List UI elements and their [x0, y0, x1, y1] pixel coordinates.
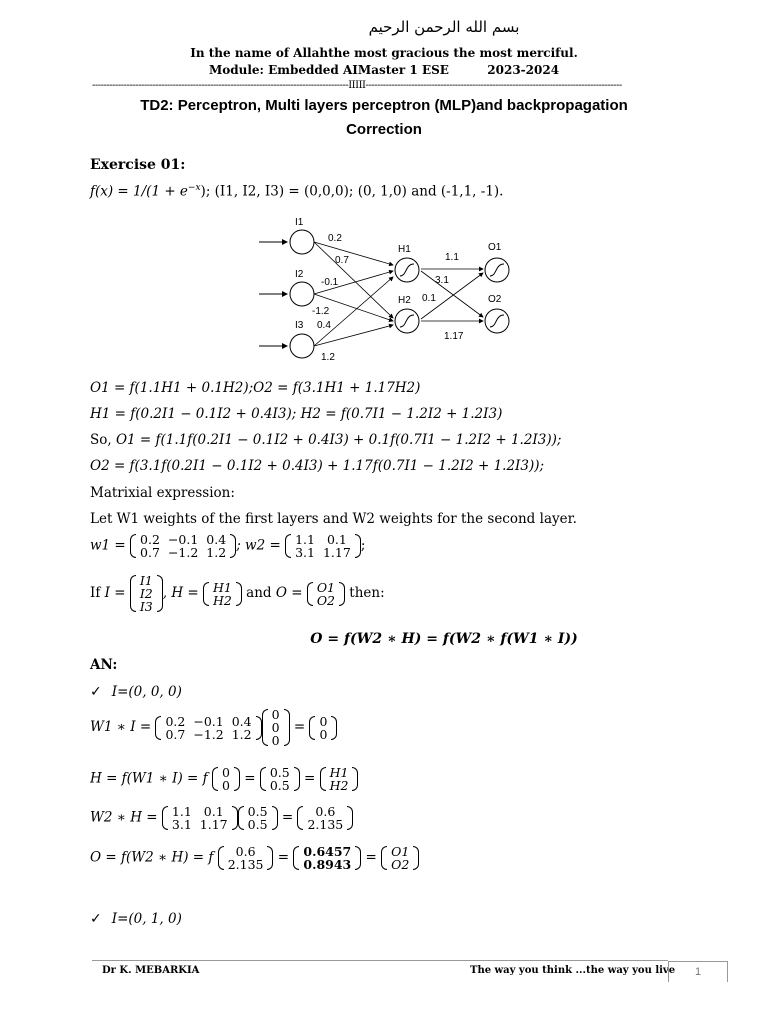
label-h1: H1 — [398, 244, 411, 255]
w1-times-i: W1 ∗ I = 0.2 −0.1 0.4 0.7 −1.2 1.2 0 0 0 = 0 0 — [90, 708, 337, 747]
w1-matrix: 0.2 −0.1 0.4 0.7 −1.2 1.2 — [130, 533, 236, 559]
case-1: ✓ I=(0, 0, 0) — [90, 684, 182, 700]
input-node-2 — [290, 282, 314, 306]
o-input: 0.6 2.135 — [218, 845, 274, 871]
basmala: بسم الله الرحمن الرحيم — [368, 18, 520, 36]
equation-o2-full: O2 = f(3.1f(0.2I1 − 0.1I2 + 0.4I3) + 1.17f(0.7I1 − 1.2I2 + 1.2I3)); — [90, 458, 545, 474]
w2-matrix: 1.1 0.1 3.1 1.17 — [162, 805, 238, 831]
weight-i1-h2: 0.7 — [335, 255, 349, 266]
case-2: ✓ I=(0, 1, 0) — [90, 911, 182, 927]
label-i1: I1 — [295, 217, 304, 228]
o-computation: O = f(W2 ∗ H) = f 0.6 2.135 = 0.6457 0.8943 = O1 O2 — [90, 845, 419, 871]
h-computation: H = f(W1 ∗ I) = f 0 0 = 0.5 0.5 = H1 H2 — [90, 766, 358, 792]
hidden-vector: H1 H2 — [203, 581, 242, 607]
input-node-3 — [290, 334, 314, 358]
output-node-2 — [485, 309, 509, 333]
neural-network-diagram — [255, 213, 525, 363]
w2-times-h: W2 ∗ H = 1.1 0.1 3.1 1.17 0.5 0.5 = 0.6 2.135 — [90, 805, 353, 831]
label-o2: O2 — [488, 294, 502, 305]
function-definition: $f(x) = 1/(1 + e^{-x})$; (I1, I2, I3) = (0,0,0); (0, 1,0) and (-1,1, -1). — [90, 183, 504, 200]
output-node-1 — [485, 258, 509, 282]
footer-motto: The way you think ...the way you live — [470, 965, 676, 976]
label-i3: I3 — [295, 320, 304, 331]
weight-h2-o2: 1.17 — [444, 331, 464, 342]
module-name: Module: Embedded AIMaster 1 ESE — [208, 63, 449, 77]
input-node-1 — [290, 230, 314, 254]
h-values: 0.5 0.5 — [260, 766, 300, 792]
main-equation: O = f(W2 ∗ H) = f(W2 ∗ f(W1 ∗ I)) — [310, 631, 578, 647]
checkmark-icon: ✓ — [90, 911, 102, 927]
equation-so: So, O1 = f(1.1f(0.2I1 − 0.1I2 + 0.4I3) + 0.1f(0.7I1 − 1.2I2 + 1.2I3)); — [90, 432, 562, 448]
checkmark-icon: ✓ — [90, 684, 102, 700]
input-values: 0 0 0 — [262, 708, 290, 747]
o-symbols: O1 O2 — [381, 845, 419, 871]
vector-definitions: If I = I1 I2 I3 , H = H1 H2 and O = O1 O2 then: — [90, 573, 385, 614]
label-h2: H2 — [398, 295, 411, 306]
o-values: 0.6457 0.8943 — [293, 845, 361, 871]
weights-description: Let W1 weights of the first layers and W2 weights for the second layer. — [90, 511, 577, 527]
weight-i3-h2: 1.2 — [321, 352, 335, 363]
header-line: In the name of Allahthe most gracious the most merciful. — [190, 46, 578, 60]
module-line — [0, 63, 768, 77]
w1i-result: 0 0 — [309, 715, 337, 741]
hidden-node-1 — [395, 258, 419, 282]
answer-heading: AN: — [90, 657, 118, 673]
equation-output: O1 = f(1.1H1 + 0.1H2);O2 = f(3.1H1 + 1.17H2) — [90, 380, 421, 396]
input-vector: I1 I2 I3 — [130, 574, 163, 613]
exercise-heading: Exercise 01: — [90, 157, 186, 173]
h-symbols: H1 H2 — [320, 766, 359, 792]
weight-i1-h1: 0.2 — [328, 233, 342, 244]
h-values: 0.5 0.5 — [238, 805, 278, 831]
footer-divider — [92, 960, 668, 961]
weight-h1-o2: 3.1 — [435, 275, 449, 286]
weight-matrices: w1 = 0.2 −0.1 0.4 0.7 −1.2 1.2 ; w2 = 1.1 0.1 3.1 1.17 ; — [90, 532, 366, 560]
page-title: TD2: Perceptron, Multi layers perceptron (MLP)and backpropagation — [140, 97, 628, 114]
footer-author: Dr K. MEBARKIA — [102, 965, 200, 976]
separator: -----------------------------------------------------------------------------------------IIIII----------------------------------------------------------------------------------------- — [92, 80, 622, 91]
label-i2: I2 — [295, 269, 304, 280]
output-vector: O1 O2 — [307, 581, 345, 607]
weight-i2-h2: -1.2 — [312, 306, 330, 317]
weight-i2-h1: -0.1 — [321, 277, 339, 288]
h-input: 0 0 — [212, 766, 240, 792]
weight-h2-o1: 0.1 — [422, 293, 436, 304]
academic-year: 2023-2024 — [487, 63, 560, 77]
page-subtitle: Correction — [346, 121, 422, 138]
w1-matrix: 0.2 −0.1 0.4 0.7 −1.2 1.2 — [155, 715, 261, 741]
w2h-result: 0.6 2.135 — [297, 805, 353, 831]
w2-matrix: 1.1 0.1 3.1 1.17 — [285, 533, 361, 559]
page-number: 1 — [668, 961, 728, 982]
weight-i3-h1: 0.4 — [317, 320, 331, 331]
equation-hidden: H1 = f(0.2I1 − 0.1I2 + 0.4I3); H2 = f(0.7I1 − 1.2I2 + 1.2I3) — [90, 406, 503, 422]
hidden-node-2 — [395, 309, 419, 333]
matrixial-heading: Matrixial expression: — [90, 485, 235, 501]
label-o1: O1 — [488, 242, 502, 253]
weight-h1-o1: 1.1 — [445, 252, 459, 263]
